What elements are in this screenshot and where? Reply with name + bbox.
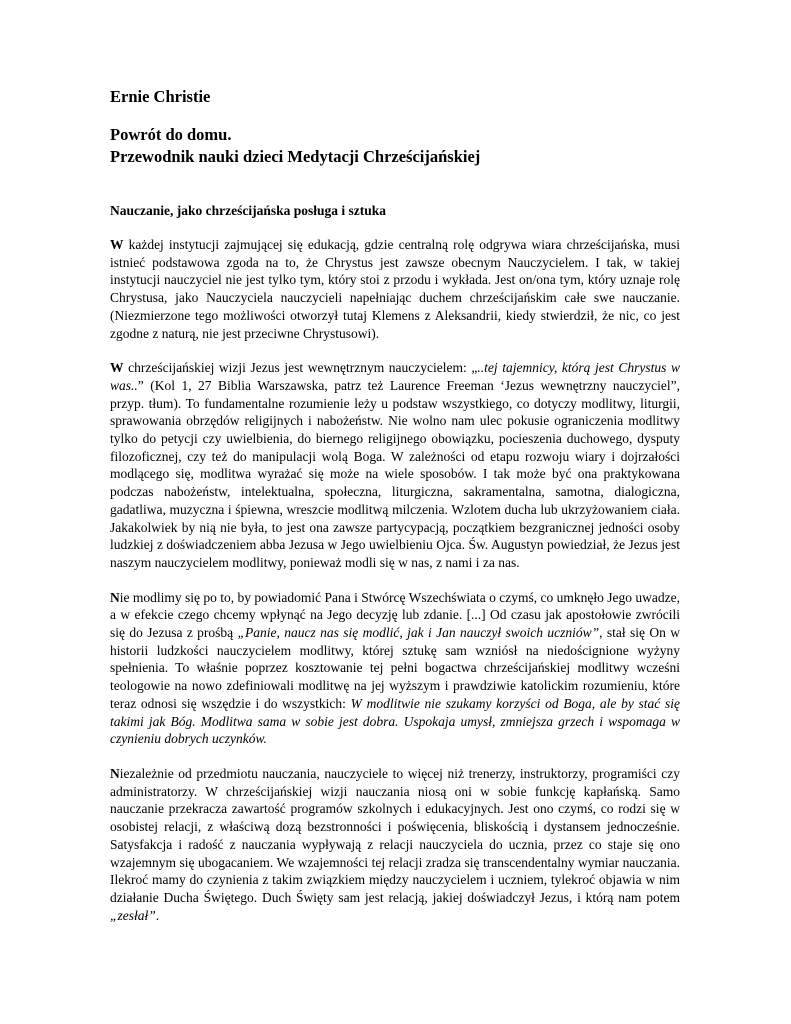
apostles-quote: „Panie, naucz nas się modlić, jak i Jan nauczył swoich uczniów” xyxy=(237,625,600,641)
title-line-1: Powrót do domu. xyxy=(110,125,232,144)
paragraph-initial: W xyxy=(110,360,124,376)
paragraph-text: iezależnie od przedmiotu nauczania, nauczyciele to więcej niż trenerzy, instruktorzy, programiści czy administratorzy. W chrześcijańskiej wizji nauczania niosą oni w sobie funkcję kapłańską. Samo nauczanie przekracza zawartość programów szkolnych i edukacyjnych. Jest ono czymś, co rodzi się w osobistej relacji, z właściwą dozą bezstronności i poświęcenia, bliskością i dystansem jednocześnie. Satysfakcja i radość z nauczania wypływają z relacji nauczyciela do ucznia, przez co staje się ono wzajemnym się ubogacaniem. We wzajemności tej relacji zradza się transcendentalny wymiar nauczania. Ilekroć mamy do czynienia z takim związkiem między nauczycielem i uczniem, tylekroć objawia w nim działanie Ducha Świętego. Duch Święty sam jest relacją, jakiej doświadczył Jezus, i którą nam potem xyxy=(110,765,680,905)
author-name: Ernie Christie xyxy=(110,87,211,106)
paragraph-initial: N xyxy=(110,589,120,605)
paragraph-text: chrześcijańskiej wizji Jezus jest wewnętrznym nauczycielem: „ xyxy=(123,360,478,376)
paragraph-3 xyxy=(110,589,680,748)
prayer-definition: W modlitwie nie szukamy korzyści od Boga, ale by stać się takimi jak Bóg. Modlitwa sama w sobie jest dobra. Uspokaja umysł, zmniejsza grzech i wspomaga w czynieniu dobrych uczynków. xyxy=(110,695,680,747)
paragraph-2 xyxy=(110,359,680,571)
paragraph-text: każdej instytucji zajmującej się edukacją, gdzie centralną rolę odgrywa wiara chrześcijańska, musi istnieć podstawowa zgoda na to, że Chrystus jest zawsze obecnym Nauczycielem. I tak, w takiej instytucji nauczyciel nie jest tylko tym, który stoi z przodu i wykłada. Jest on/ona tym, który uznaje rolę Chrystusa, jako Nauczyciela nauczycieli napełniając duchem chrześcijańskim całe swe nauczanie. (Niezmierzone tego możliwości otworzył tutaj Klemens z Aleksandrii, kiedy stwierdził, że nic, co jest zgodne z naturą, nie jest przeciwne Chrystusowi). xyxy=(110,237,680,341)
scripture-quote: ..tej tajemnicy, którą jest Chrystus w was.. xyxy=(110,360,680,393)
paragraph-4 xyxy=(110,765,680,924)
paragraph-initial: W xyxy=(110,237,124,252)
paragraph-text: . xyxy=(155,907,160,923)
title-line-2: Przewodnik nauki dzieci Medytacji Chrześcijańskiej xyxy=(110,147,481,166)
paragraph-text: , stał się On w historii ludzkości nauczycielem modlitwy, której sztukę sam wzniósł na niedoścignione wyżyny spełnienia. To właśnie poprzez kosztowanie tej pełni bogactwa chrześcijańskiej modlitwy wcześni teologowie na nowo zdefiniowali modlitwę na jej wyższym i prawdziwie katolickim rozumieniu, które teraz odnosi się wszędzie i do wszystkich: xyxy=(110,625,680,711)
sent-quote: „zesłał” xyxy=(110,907,156,923)
document-page xyxy=(110,86,680,941)
document-title xyxy=(110,124,680,168)
paragraph-text: ” (Kol 1, 27 Biblia Warszawska, patrz też Laurence Freeman ‘Jezus wewnętrzny nauczyciel”, przyp. tłum). To fundamentalne rozumienie leży u podstaw wszystkiego, co dotyczy modlitwy, liturgii, sprawowania obrzędów religijnych i nabożeństw. Nie wolno nam ulec pokusie ograniczenia modlitwy tylko do petycji czy uwielbienia, do biernego religijnego obowiązku, pocieszenia duchowego, dysputy filozoficznej, czy też do manipulacji wolą Boga. W zależności od etapu rozwoju wiary i dojrzałości modlącego się, modlitwa wyrażać się może na wiele sposobów. I tak może być ona praktykowana podczas nabożeństw, intelektualna, społeczna, liturgiczna, sakramentalna, samotna, dialogiczna, gadatliwa, muzyczna i śpiewna, wreszcie modlitwą milczenia. Wzlotem ducha lub ukrzyżowaniem ciała. Jakakolwiek by nią nie była, to jest ona zawsze partycypacją, początkiem bezgranicznej jedności osoby ludzkiej z doświadczeniem abba Jezusa w Jego uwielbieniu Ojca. Św. Augustyn powiedział, że Jezus jest naszym nauczycielem modlitwy, ponieważ modli się w nas, z nami i za nas. xyxy=(110,377,680,570)
paragraph-initial: N xyxy=(110,765,120,781)
paragraph-1 xyxy=(110,236,680,342)
section-heading: Nauczanie, jako chrześcijańska posługa i sztuka xyxy=(110,203,387,218)
paragraph-text: ie modlimy się po to, by powiadomić Pana i Stwórcę Wszechświata o czymś, co umknęło Jego uwadze, a w efekcie czego chcemy wpłynąć na Jego decyzję lub zdanie. [...] Od czasu jak apostołowie zwrócili się do Jezusa z prośbą xyxy=(110,589,680,641)
